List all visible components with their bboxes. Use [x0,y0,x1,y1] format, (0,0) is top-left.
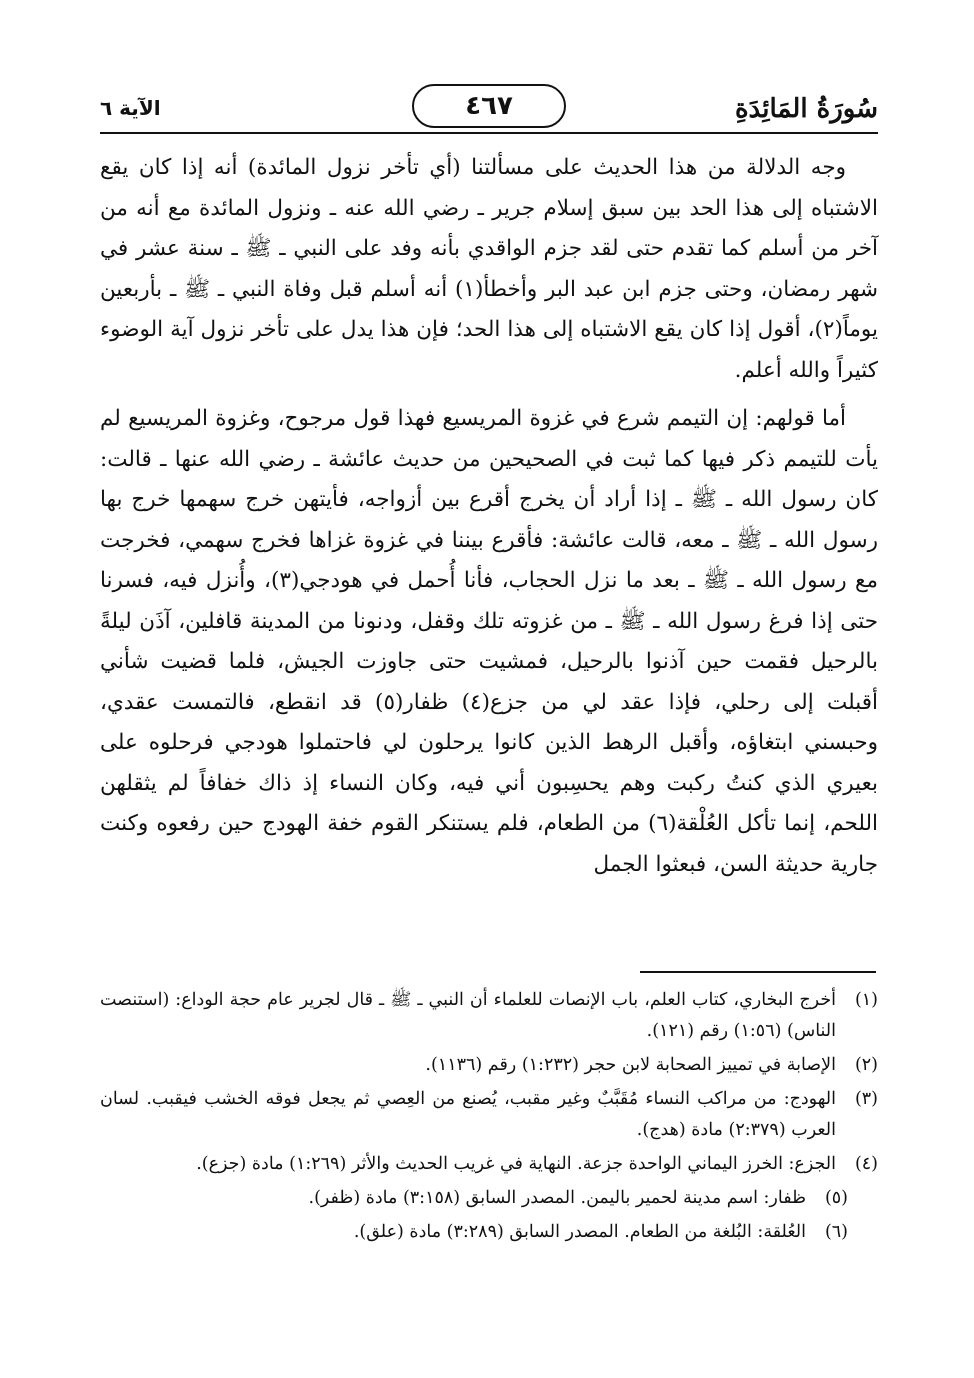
header-rule [100,132,878,134]
footnote [100,1050,878,1081]
footnote [100,1183,878,1214]
paragraph: أما قولهم: إن التيمم شرع في غزوة المريسيع فهذا قول مرجوح، وغزوة المريسيع لم يأت للتيمم ذكر فيها كما ثبت في الصحيحين من حديث عائشة ـ رضي الله عنها ـ قالت: كان رسول الله ـ ﷺ ـ إذا أراد أن يخرج أقرع بين أزواجه، فأيتهن خرج سهمها خرج بها رسول الله ـ ﷺ ـ معه، قالت عائشة: فأقرع بيننا في غزوة غزاها فخرج سهمي، فخرجت مع رسول الله ـ ﷺ ـ بعد ما نزل الحجاب، فأنا أُحمل في هودجي(٣)، وأُنزل فيه، فسرنا حتى إذا فرغ رسول الله ـ ﷺ ـ من غزوته تلك وقفل، ودنونا من المدينة قافلين، آذَن ليلةً بالرحيل فقمت حين آذنوا بالرحيل، فمشيت حتى جاوزت الجيش، فلما قضيت شأني أقبلت إلى رحلي، فإذا عقد لي من جزع(٤) ظفار(٥) قد انقطع، فالتمست عقدي، وحبسني ابتغاؤه، وأقبل الرهط الذين كانوا يرحلون لي فاحتملوا هودجي فرحلوه على بعيري الذي كنتُ ركبت وهم يحسِبون أني فيه، وكان النساء إذ ذاك خفافاً لم يثقلهن اللحم، إنما تأكل العُلْقة(٦) من الطعام، فلم يستنكر القوم خفة الهودج حين رفعوه وكنت جارية حديثة السن، فبعثوا الجمل [100,406,878,877]
footnote-text: الهودج: من مراكب النساء مُقَبَّبٌ وغير مقبب، يُصنع من العِصي ثم يجعل فوقه الخشب فيقبب. لسان العرب (٢:٣٧٩) مادة (هدج). [100,1089,836,1140]
page-number-frame [412,84,566,128]
footnote-text: أخرج البخاري، كتاب العلم، باب الإنصات للعلماء أن النبي ـ ﷺ ـ قال لجرير عام حجة الوداع: (استنصت الناس) (١:٥٦) رقم (١٢١). [100,990,836,1041]
footnotes [100,985,878,1251]
footnote [100,1217,878,1248]
footnote-number: (٦) [824,1222,848,1242]
footnote [100,985,878,1047]
footnote-text: العُلقة: البُلغة من الطعام. المصدر السابق (٣:٢٨٩) مادة (علق). [353,1222,806,1242]
footnote-number: (٤) [854,1154,878,1174]
footnote-text: ظفار: اسم مدينة لحمير باليمن. المصدر السابق (٣:١٥٨) مادة (ظفر). [308,1188,806,1208]
footnote-number: (٥) [824,1188,848,1208]
surah-title: سُورَةُ المَائِدَةِ [734,94,878,124]
footnote [100,1149,878,1180]
page-header [100,80,878,136]
paragraph: وجه الدلالة من هذا الحديث على مسألتنا (أي تأخر نزول المائدة) أنه إذا كان يقع الاشتباه إلى هذا الحد بين سبق إسلام جرير ـ رضي الله عنه ـ ونزول المائدة مع أنه من آخر من أسلم كما تقدم حتى لقد جزم الواقدي بأنه وفد على النبي ـ ﷺ ـ سنة عشر في شهر رمضان، وحتى جزم ابن عبد البر وأخطأ(١) أنه أسلم قبل وفاة النبي ـ ﷺ ـ بأربعين يوماً(٢)، أقول إذا كان يقع الاشتباه إلى هذا الحد؛ فإن هذا يدل على تأخر نزول آية الوضوء كثيراً والله أعلم. [100,155,878,383]
footnote-text: الإصابة في تمييز الصحابة لابن حجر (١:٢٣٢) رقم (١١٣٦). [425,1055,836,1075]
footnote-separator [640,971,876,973]
main-text [100,148,878,885]
footnote-number: (٢) [854,1055,878,1075]
footnote-number: (١) [854,990,878,1010]
footnote [100,1084,878,1146]
verse-label: الآية ٦ [100,96,161,120]
footnote-text: الجزع: الخرز اليماني الواحدة جزعة. النهاية في غريب الحديث والأثر (١:٢٦٩) مادة (جزع). [196,1154,836,1174]
page-number: ٤٦٧ [465,91,513,121]
footnote-number: (٣) [854,1089,878,1109]
